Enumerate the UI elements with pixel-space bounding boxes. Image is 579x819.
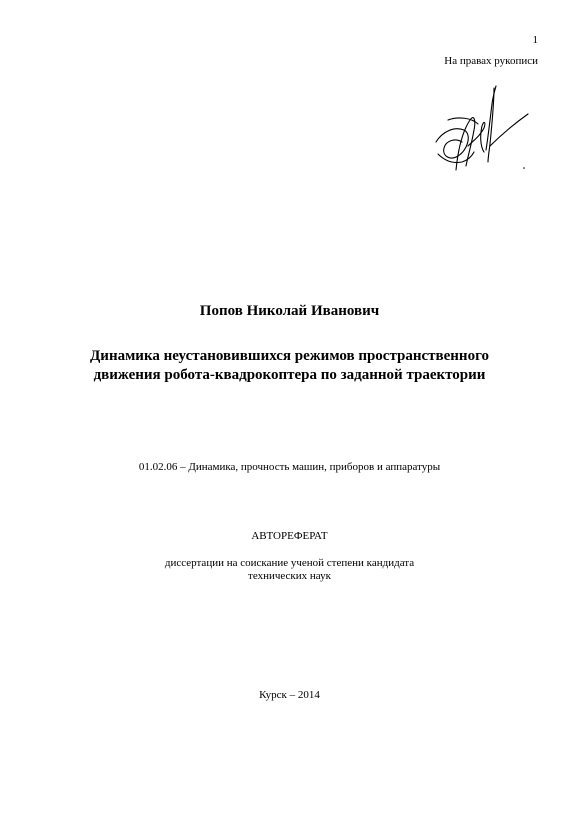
thesis-title bbox=[0, 347, 579, 385]
specialty-code: 01.02.06 – Динамика, прочность машин, приборов и аппаратуры bbox=[138, 461, 441, 473]
degree-statement bbox=[0, 557, 579, 583]
thesis-title-line: Динамика неустановившихся режимов пространственного bbox=[89, 348, 490, 364]
degree-line: диссертации на соискание ученой степени кандидата bbox=[164, 557, 415, 569]
place-and-year: Курск – 2014 bbox=[259, 689, 320, 701]
author-name: Попов Николай Иванович bbox=[199, 303, 380, 319]
thesis-title-line: движения робота-квадрокоптера по заданной траектории bbox=[93, 367, 486, 383]
manuscript-rights-note: На правах рукописи bbox=[444, 55, 538, 67]
page-number: 1 bbox=[532, 34, 538, 46]
degree-line: технических наук bbox=[248, 570, 331, 582]
document-type: АВТОРЕФЕРАТ bbox=[251, 530, 328, 542]
signature-icon bbox=[428, 80, 538, 175]
